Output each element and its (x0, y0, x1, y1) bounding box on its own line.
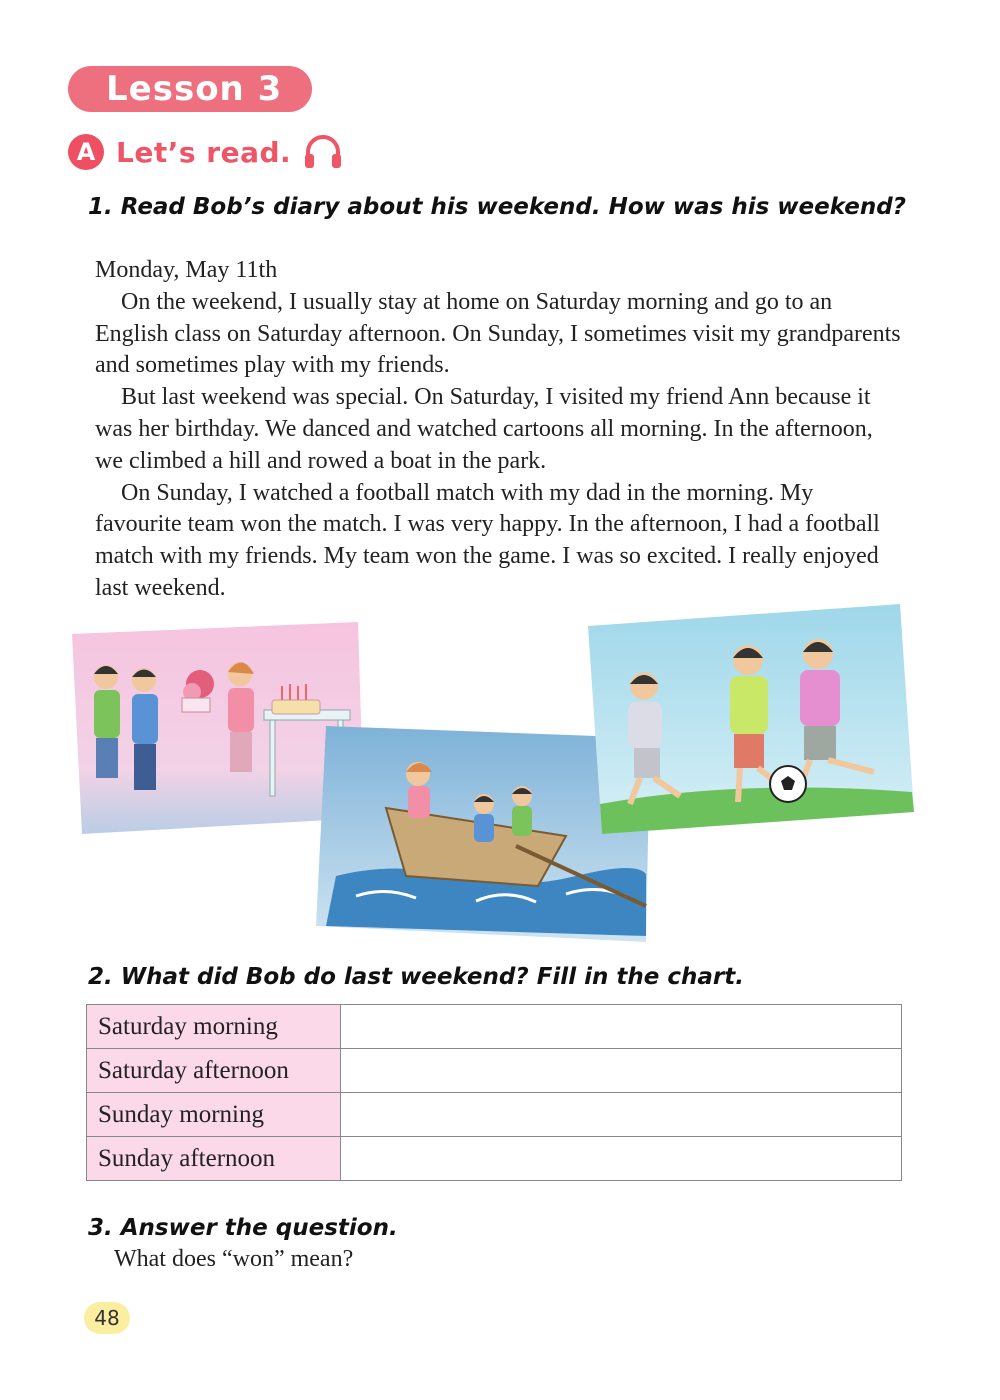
football-game-illustration (588, 604, 914, 834)
row-label: Sunday morning (87, 1093, 341, 1137)
row-label: Saturday morning (87, 1005, 341, 1049)
question-3-text: What does “won” mean? (114, 1246, 354, 1272)
answer-cell[interactable] (341, 1093, 902, 1137)
answer-cell[interactable] (341, 1049, 902, 1093)
question-1-heading: 1. Read Bob’s diary about his weekend. How was his weekend? (88, 194, 906, 220)
answer-cell[interactable] (341, 1137, 902, 1181)
section-a-header (68, 132, 343, 172)
table-row (87, 1005, 902, 1049)
activity-chart (86, 1004, 902, 1181)
section-letter-badge: A (68, 134, 104, 170)
page-number: 48 (84, 1302, 130, 1334)
headphones-icon[interactable] (303, 134, 343, 170)
diary-text (95, 255, 905, 605)
diary-paragraph: On Sunday, I watched a football match with my dad in the morning. My favourite team won the match. I was very happy. In the afternoon, I had a football match with my friends. My team won the game. I was so excited. I really enjoyed last weekend. (95, 479, 880, 601)
diary-paragraph: On the weekend, I usually stay at home on Saturday morning and go to an English class on Saturday afternoon. On Sunday, I sometimes visit my grandparents and sometimes play with my friends. (95, 288, 901, 379)
row-label: Sunday afternoon (87, 1137, 341, 1181)
row-label: Saturday afternoon (87, 1049, 341, 1093)
diary-date: Monday, May 11th (95, 257, 278, 283)
lesson-title: Lesson 3 (68, 66, 312, 112)
table-row (87, 1049, 902, 1093)
table-row (87, 1093, 902, 1137)
table-row (87, 1137, 902, 1181)
question-3-heading: 3. Answer the question. (88, 1215, 398, 1241)
diary-paragraph: But last weekend was special. On Saturday, I visited my friend Ann because it was her birthday. We danced and watched cartoons all morning. In the afternoon, we climbed a hill and rowed a boat in the park. (95, 384, 873, 474)
question-2-heading: 2. What did Bob do last weekend? Fill in the chart. (88, 964, 744, 990)
section-title: Let’s read. (116, 135, 292, 169)
answer-cell[interactable] (341, 1005, 902, 1049)
